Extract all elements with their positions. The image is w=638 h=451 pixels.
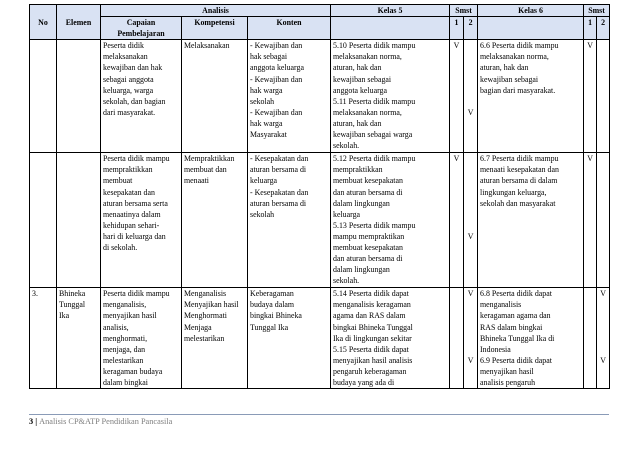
header-smst6-2: 2 (597, 17, 610, 40)
header-elemen: Elemen (57, 5, 101, 40)
header-smst-6: Smst (584, 5, 610, 17)
cell-konten: - Kesepakatan dan aturan bersama di keluarga - Kesepakatan dan aturan bersama di sekolah (248, 153, 331, 288)
cell-kompetensi: Melaksanakan (182, 40, 248, 153)
header-kelas6-blank (478, 17, 584, 40)
cell-capaian: Peserta didik mampu mempraktikkan membuat kesepakatan dan aturan bersama serta menaatinya dalam kehidupan sehari- hari di keluarga dan di sekolah. (101, 153, 182, 288)
header-kelas5-blank (331, 17, 450, 40)
cell-smst5-2: V (464, 40, 478, 153)
header-kompetensi: Kompetensi (182, 17, 248, 40)
header-no: No (30, 5, 57, 40)
table-row (30, 153, 610, 288)
cell-smst6-1: V (584, 153, 597, 288)
cell-smst5-1: V (450, 153, 464, 288)
cell-smst5-1: V (450, 40, 464, 153)
header-capaian: Capaian Pembelajaran (101, 17, 182, 40)
cell-smst6-1: V (584, 40, 597, 153)
cell-capaian: Peserta didik mampu menganalisis, menyajikan hasil analisis, menghormati, menjaga, dan melestarikan keragaman budaya dalam bingkai (101, 288, 182, 389)
header-kelas6: Kelas 6 (478, 5, 584, 17)
cell-elemen (57, 40, 101, 153)
cell-kelas5: 5.10 Peserta didik mampu melaksanakan norma, aturan, hak dan kewajiban sebagai anggota keluarga 5.11 Peserta didik mampu melaksanakan norma, aturan, hak dan kewajiban sebagai warga sekolah. (331, 40, 450, 153)
cell-smst6-2 (597, 40, 610, 153)
header-smst6-1: 1 (584, 17, 597, 40)
table-row (30, 40, 610, 153)
page-number: 3 (29, 417, 34, 426)
cell-smst6-1 (584, 288, 597, 389)
cell-elemen: Bhineka Tunggal Ika (57, 288, 101, 389)
cell-kelas6: 6.6 Peserta didik mampu melaksanakan norma, aturan, hak dan kewajiban sebagai bagian dari masyarakat. (478, 40, 584, 153)
cell-kompetensi: Mempraktikkan membuat dan menaati (182, 153, 248, 288)
cell-kompetensi: Menganalisis Menyajikan hasil Menghormati Menjaga melestarikan (182, 288, 248, 389)
footer-separator: | (33, 417, 40, 426)
cell-smst6-2 (597, 153, 610, 288)
header-smst5-1: 1 (450, 17, 464, 40)
cell-kelas5: 5.14 Peserta didik dapat menganalisis keragaman agama dan RAS dalam bingkai Bhineka Tunggal Ika di lingkungan sekitar 5.15 Peserta didik dapat menyajikan hasil analisis pengaruh keberagaman budaya yang ada di (331, 288, 450, 389)
cell-elemen (57, 153, 101, 288)
analysis-table (29, 4, 610, 389)
cell-smst5-1 (450, 288, 464, 389)
table-row (30, 288, 610, 389)
header-kelas5: Kelas 5 (331, 5, 450, 17)
cell-kelas6: 6.7 Peserta didik mampu menaati kesepakatan dan aturan bersama di dalam lingkungan keluarga, sekolah dan masyarakat (478, 153, 584, 288)
header-smst5-2: 2 (464, 17, 478, 40)
cell-smst5-2: V V (464, 288, 478, 389)
cell-kelas6: 6.8 Peserta didik dapat menganalisis keragaman agama dan RAS dalam bingkai Bhineka Tunggal Ika di Indonesia 6.9 Peserta didik dapat menyajikan hasil analisis pengaruh (478, 288, 584, 389)
cell-konten: Keberagaman budaya dalam bingkai Bhineka Tunggal Ika (248, 288, 331, 389)
cell-kelas5: 5.12 Peserta didik mampu mempraktikkan membuat kesepakatan dan aturan bersama di dalam lingkungan keluarga 5.13 Peserta didik mampu mampu mempraktikan membuat kesepakatan dan aturan bersama di dalam lingkungan sekolah. (331, 153, 450, 288)
cell-capaian: Peserta didik melaksanakan kewajiban dan hak sebagai anggota keluarga, warga sekolah, dan bagian dari masyarakat. (101, 40, 182, 153)
header-konten: Konten (248, 17, 331, 40)
footer-title: Analisis CP&ATP Pendidikan Pancasila (39, 417, 173, 426)
cell-smst5-2: V (464, 153, 478, 288)
cell-no (30, 40, 57, 153)
page-footer (29, 414, 609, 426)
header-analisis: Analisis (101, 5, 331, 17)
cell-konten: - Kewajiban dan hak sebagai anggota keluarga - Kewajiban dan hak warga sekolah - Kewajiban dan hak warga Masyarakat (248, 40, 331, 153)
cell-smst6-2: V V (597, 288, 610, 389)
header-smst-5: Smst (450, 5, 478, 17)
cell-no (30, 153, 57, 288)
cell-no: 3. (30, 288, 57, 389)
